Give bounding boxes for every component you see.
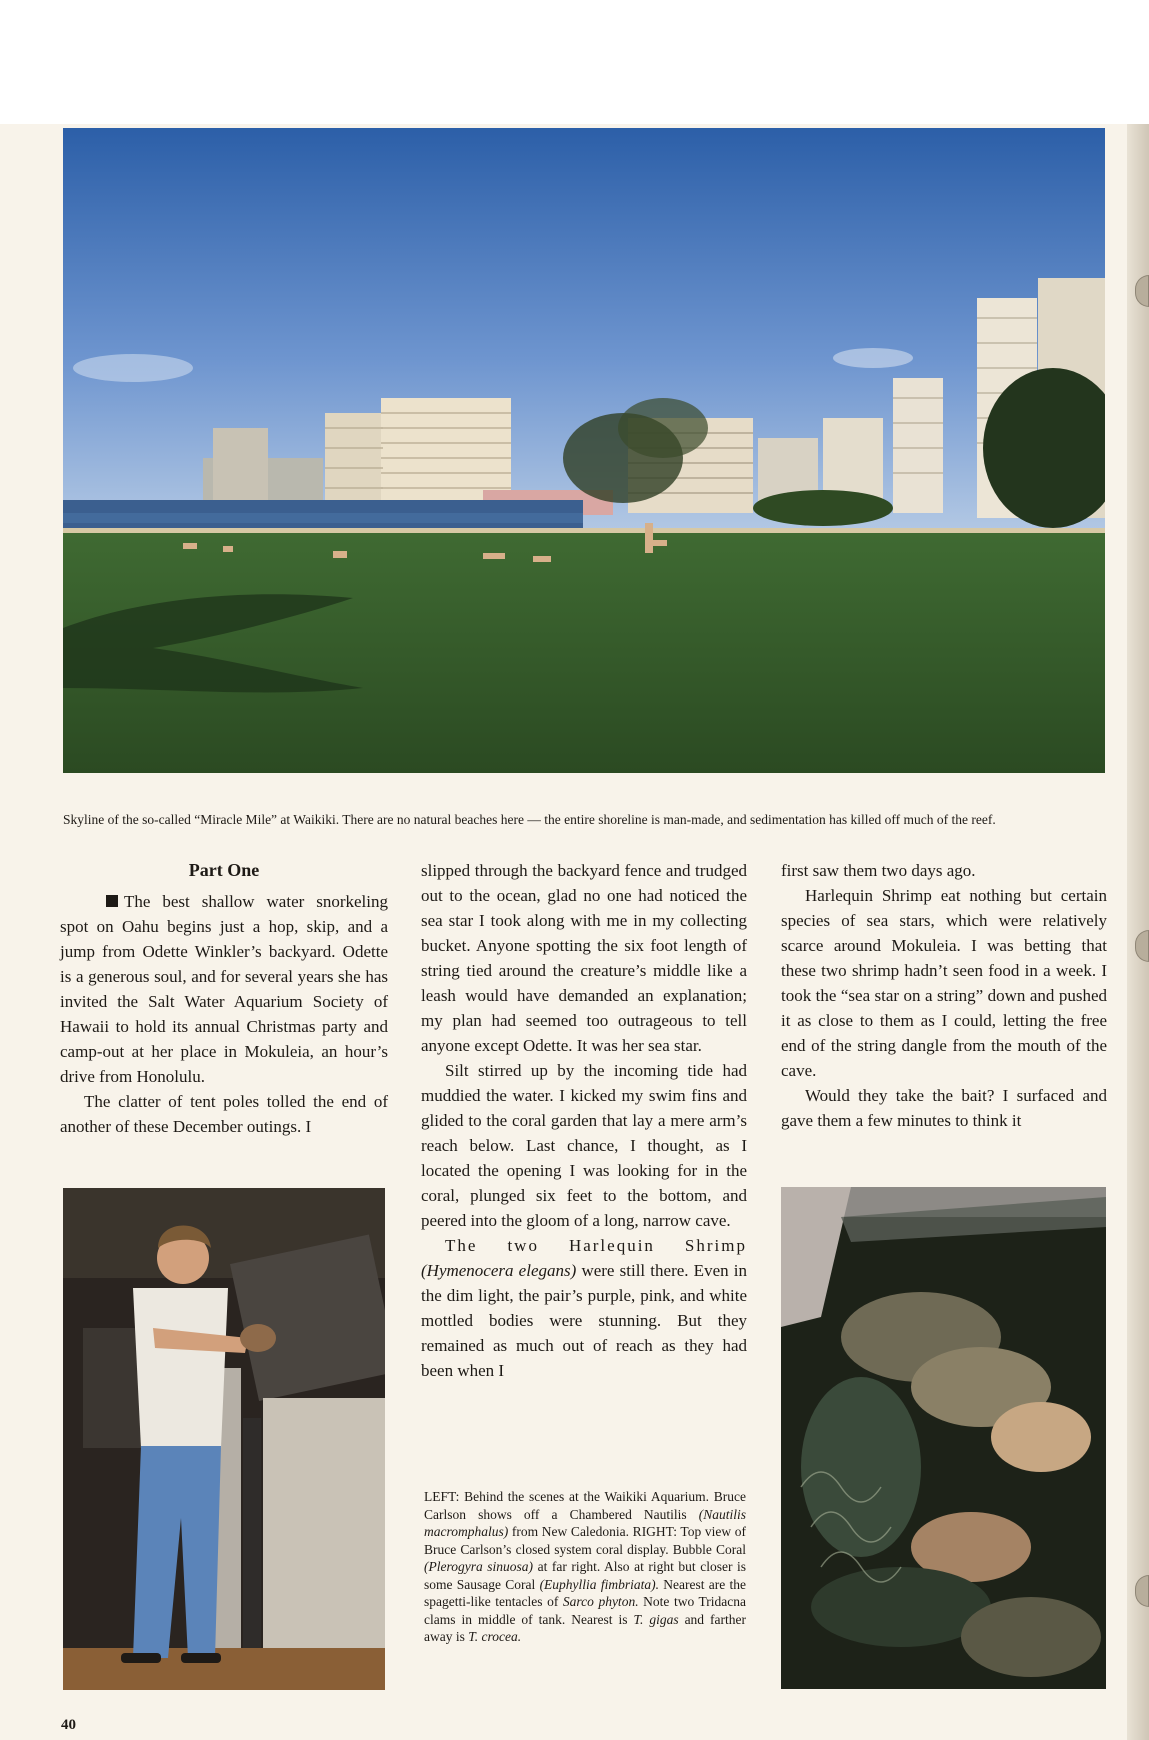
caption-text: at far right. Also at right but closer is some Sausage Coral: [424, 1559, 746, 1592]
paragraph-text: The best shallow water snorkeling spot on Oahu begins just a hop, skip, and a jump from Odette Winkler’s backyard. Odette is a generous soul, and for several years she has invited the Salt Water Aquarium Society of Hawaii to hold its annual Christmas party and camp-out at her place in Mokuleia, an hour’s drive from Honolulu.: [60, 892, 388, 1086]
species-name: (Nautilis macromphalus): [424, 1506, 747, 1539]
caption-text: Nearest are the spagetti-like tentacles of: [424, 1576, 746, 1609]
caption-text: from New Caledonia. RIGHT: Top view of Bruce Carlson’s closed system coral display. Bubble Coral: [424, 1524, 746, 1557]
section-start-marker: [106, 895, 118, 907]
caption-text: and farther away is: [424, 1611, 747, 1644]
paragraph-text: The two Harlequin Shrimp: [445, 1236, 747, 1255]
article-paragraph: The clatter of tent poles tolled the end of another of these December outings. I: [60, 1092, 388, 1136]
bottom-photo-caption: [424, 1488, 746, 1646]
page-number: 40: [61, 1717, 76, 1733]
aquarium-behind-scenes-photo: [63, 1188, 385, 1690]
caption-text: LEFT: Behind the scenes at the Waikiki Aquarium. Bruce Carlson shows off a Chambered Nautilis: [424, 1489, 746, 1522]
article-paragraph: Would they take the bait? I surfaced and gave them a few minutes to think it: [781, 1086, 1107, 1130]
species-name: (Plerogyra sinuosa): [424, 1559, 534, 1574]
species-name: Sarco phyton.: [562, 1594, 639, 1609]
coral-tank-photo: [781, 1187, 1106, 1689]
caption-text: Note two Tridacna clams in middle of tank. Nearest is: [424, 1594, 747, 1627]
article-paragraph: first saw them two days ago.: [781, 861, 976, 880]
article-paragraph: [60, 889, 388, 1089]
species-name: (Euphyllia fimbriata).: [539, 1576, 659, 1592]
article-paragraph: [421, 1233, 747, 1383]
article-paragraph: Harlequin Shrimp eat nothing but certain species of sea stars, which were relatively scarce around Mokuleia. I was betting that these two shrimp hadn’t seen food in a week. I took the “sea star on a string” down and pushed it as close to them as I could, letting the free end of the string dangle from the mouth of the cave.: [781, 886, 1107, 1080]
section-heading: Part One: [188, 860, 260, 880]
species-name: T. gigas: [633, 1611, 679, 1627]
species-name: T. crocea.: [468, 1629, 522, 1644]
species-name: (Hymenocera elegans): [421, 1261, 577, 1280]
article-column-2: [421, 858, 747, 1383]
article-column-3: [781, 858, 1107, 1133]
article-column-1: [60, 858, 388, 1139]
waikiki-skyline-photo: [63, 128, 1105, 773]
article-paragraph: slipped through the backyard fence and trudged out to the ocean, glad no one had noticed the sea star I took along with me in my collecting bucket. Anyone spotting the six foot length of string tied around the creature’s middle like a leash would have demanded an explanation; my plan had seemed too outrageous to tell anyone except Odette. It was her sea star.: [421, 861, 747, 1055]
article-paragraph: Silt stirred up by the incoming tide had muddied the water. I kicked my swim fins and glided to the coral garden that lay a mere arm’s reach below. Last chance, I thought, as I located the opening I was looking for in the coral, plunged six feet to the bottom, and peered into the gloom of a long, narrow cave.: [421, 1061, 747, 1230]
paragraph-text: were still there. Even in the dim light, the pair’s purple, pink, and white mottled bodies were stunning. But they remained as much out of reach as they had been when I: [421, 1261, 747, 1380]
top-photo-caption: Skyline of the so-called “Miracle Mile” at Waikiki. There are no natural beaches here — the entire shoreline is man-made, and sedimentation has killed off much of the reef.: [63, 812, 996, 827]
